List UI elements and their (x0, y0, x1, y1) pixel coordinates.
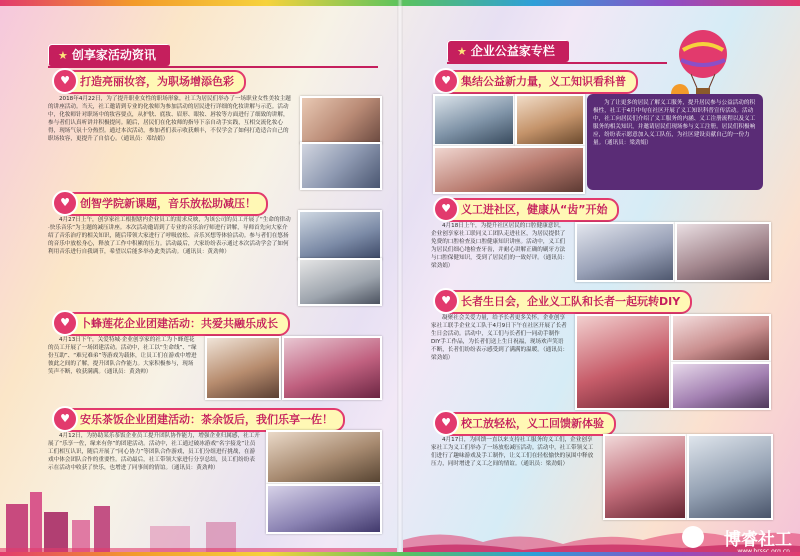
city-skyline-illustration (0, 486, 397, 556)
article-title: 集结公益新力量，义工知识看科普 (461, 75, 626, 88)
article-body: 2018年4月22日，为了提升职业女性的职场形象，社工为居民们举办了一场职业女性美妆主题的讲座活动。当天，社工邀请到专业的化妆师为参加活动的居民进行详细的化妆讲解与示范。活动中，化妆师针对职场中的妆容要点，从护肤、底妆、眉形、眼妆、唇妆等方面进行了细致的讲解，参与者们认真听讲并积极提问。随后，居民们在化妆师的指导下亲自动手实践，互相交流化妆心得，现场气氛十分热烈。通过本次活动，参加者们表示收获颇丰，不仅学会了如何打造适合自己的职场妆容，更提升了自信心。（通讯员：邓结娟） (48, 96, 291, 142)
article-heading (56, 408, 345, 432)
article-body: 4月12日，为协助某乐茶饭企业员工提升团队协作能力，增强企业归属感，社工开展了“乐享一佐，缘来有你”的团建活动。活动中，社工通过破冰游戏“名字接龙”让员工们相互认识，随后开展了“同心协力”等团队合作游戏，员工们分组进行挑战，在游戏中体会团队合作的重要性。活动最后，社工带领大家进行分享总结，员工们纷纷表示在活动中收获了快乐，也增进了同事间的情谊。（通讯员：黄劲帅） (48, 433, 260, 471)
article-photo (515, 94, 585, 146)
article-photo (282, 336, 382, 400)
article-title: 安乐茶饭企业团建活动：茶余饭后，我们乐享一佐！ (80, 413, 333, 426)
article-body: 为了让更多的居民了解义工服务，提升居民参与公益活动的积极性，社工于4月中旬在社区开展了义工知识科普宣传活动。活动中，社工向居民们介绍了义工服务的内涵、义工注册流程以及义工服务的相关知识，并邀请居民们现场参与义工注册。居民们积极响应，纷纷表示愿意加入义工队伍，为社区建设贡献自己的一份力量。（通讯员：梁劲娟） (593, 100, 756, 146)
article-title: 校工放轻松，义工回馈新体验 (461, 417, 604, 430)
star-icon: ★ (58, 49, 68, 62)
article-title: 长者生日会，企业义工队和长者一起玩转DIY (461, 295, 681, 308)
article-heading (437, 412, 616, 436)
article-photo (266, 430, 382, 484)
article-photo (300, 96, 382, 144)
article-photo (205, 336, 281, 400)
article-photo (575, 314, 671, 410)
bullet-icon: ♥ (52, 68, 78, 94)
bullet-icon: ♥ (52, 406, 78, 432)
bullet-icon: ♥ (433, 196, 459, 222)
left-section-title (48, 44, 170, 66)
article-title: 义工进社区，健康从“齿”开始 (461, 203, 608, 216)
article-photo (603, 434, 687, 520)
brand-logo-text: 博睿社工 (724, 530, 792, 550)
article-photo (300, 142, 382, 190)
section-underline (447, 62, 667, 64)
article-heading (437, 290, 692, 314)
article-photo (671, 314, 771, 362)
right-section-title (447, 40, 569, 62)
star-icon: ★ (457, 45, 467, 58)
left-page (0, 0, 397, 556)
article-text-box (587, 94, 763, 190)
bullet-icon: ♥ (52, 190, 78, 216)
article-heading (437, 70, 638, 94)
right-page (403, 0, 800, 556)
article-heading (437, 198, 619, 222)
article-body: 4月18日上午，为提升社区居民的口腔健康意识，企业创享家社工联同义工团队走进社区，为居民提供了免费的口腔检查及口腔健康知识讲座。活动中，义工们为居民们细心地检查牙齿，并耐心讲解正确的刷牙方法与口腔保健知识，受到了居民们的一致好评。（通讯员：梁劲娟） (431, 223, 569, 269)
left-section-title-text: 创享家活动资讯 (71, 48, 156, 62)
bottom-rainbow-stripe (0, 552, 800, 556)
article-heading (56, 70, 246, 94)
right-section-title-text: 企业公益家专栏 (470, 44, 555, 58)
article-title: 创智学院新课题，音乐放松助减压！ (80, 197, 256, 210)
article-photo (298, 258, 382, 306)
article-photo (433, 146, 585, 194)
article-photo (575, 222, 675, 282)
article-photo (298, 210, 382, 260)
bullet-icon: ♥ (52, 310, 78, 336)
article-heading (56, 192, 268, 216)
article-body: 4月27日上午，创享家社工根据辖内企业员工的需求反映，为该公司的员工开展了“生命的律动·快乐音乐”为主题的减压讲座。本次活动邀请到了专业的音乐治疗师进行讲解，导师首先向大家介绍了音乐治疗的相关知识，随后带领大家进行了呼吸放松、音乐冥想等体验活动。参与者们在悠扬的音乐中放松身心，释放了工作中积累的压力。活动最后，大家纷纷表示通过本次活动学会了如何利用音乐进行自我调节，希望以后能多举办此类活动。（通讯员：黄劲帅） (48, 217, 291, 255)
bullet-icon: ♥ (433, 288, 459, 314)
article-heading (56, 312, 290, 336)
article-body: 4月17日，为回馈一直以来支持社工服务的义工们，企业创享家社工为义工们举办了一场放松减压活动。活动中，社工带领义工们进行了趣味游戏及手工制作，让义工们在轻松愉快的氛围中释放压力，同时增进了义工之间的情谊。（通讯员：梁劲娟） (431, 437, 594, 467)
article-body: 凝聚社会关爱力量，给予长者更多关怀。企业创享家社工联手企业义工队于4月9日下午在社区开展了长者生日会活动。活动中，义工们与长者们一同动手制作DIY手工作品，为长者们送上生日祝福，现场欢声笑语不断，长者们纷纷表示感受到了满满的温暖。（通讯员：梁劲娟） (431, 315, 569, 361)
article-photo (671, 362, 771, 410)
logo-mark-icon (682, 526, 704, 548)
article-photo (433, 94, 515, 146)
article-title: 卜蜂莲花企业团建活动：共爱共融乐成长 (80, 317, 278, 330)
article-photo (687, 434, 773, 520)
article-body: 4月13日下午，关爱特城·企业创享家的社工为卜蜂莲花的员工开展了一场团建活动。活动中，社工以“生命线”、“缘份互助”、“难兄难弟”等游戏为载体，让员工们在游戏中增进彼此之间的了解，提升团队合作能力。大家积极参与，现场笑声不断，收获满满。（通讯员：黄劲帅） (48, 337, 197, 375)
bullet-icon: ♥ (433, 410, 459, 436)
article-photo (675, 222, 771, 282)
article-title: 打造亮丽妆容，为职场增添色彩 (80, 75, 234, 88)
section-underline (48, 66, 378, 68)
bullet-icon: ♥ (433, 68, 459, 94)
